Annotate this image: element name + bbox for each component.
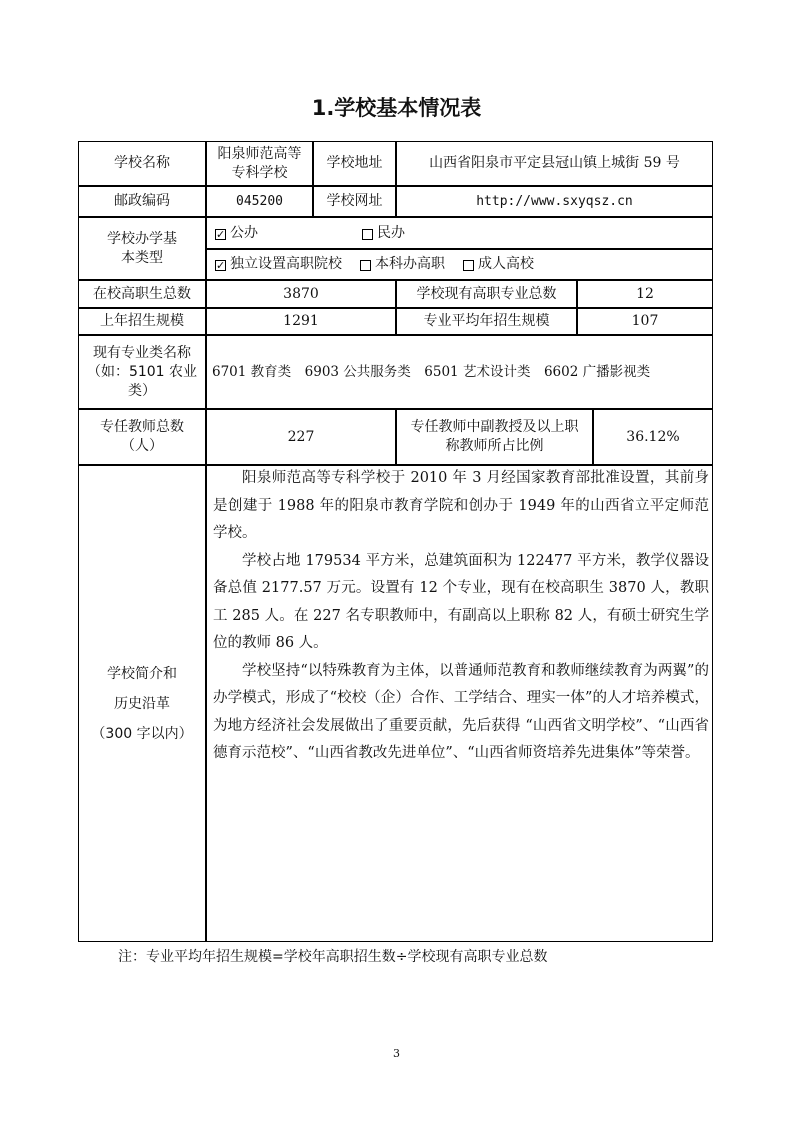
- school-name-value: 阳泉师范高等专科学校: [206, 141, 313, 186]
- ratio-label: 专任教师中副教授及以上职称教师所占比例: [396, 409, 593, 465]
- checkbox-checked-icon[interactable]: [215, 229, 226, 240]
- postcode-label: 邮政编码: [78, 186, 206, 217]
- checkbox-empty-icon[interactable]: [360, 260, 371, 271]
- adult-option-label: 成人高校: [478, 256, 534, 272]
- history-label-line-3: （300 字以内）: [91, 725, 193, 742]
- footnote: 注：专业平均年招生规模=学校年高职招生数÷学校现有高职专业总数: [118, 949, 548, 965]
- checkbox-empty-icon[interactable]: [463, 260, 474, 271]
- private-option[interactable]: [362, 224, 405, 243]
- history-label: [78, 465, 206, 942]
- undergrad-option-label: 本科办高职: [375, 256, 445, 272]
- page-title: 1.学校基本情况表: [311, 96, 482, 120]
- teachers-label: 专任教师总数（人）: [78, 409, 206, 465]
- postcode-value: 045200: [206, 186, 313, 217]
- history-paragraph: 学校占地 179534 平方米，总建筑面积为 122477 平方米，教学仪器设备总值 2177.57 万元。设置有 12 个专业，现有在校高职生 3870 人，教职工 285 人。在 227 名专职教师中，有副高以上职称 82 人，有硕士研究生学位的教师 86 人。: [213, 552, 709, 651]
- page-number: 3: [393, 1047, 400, 1060]
- checkbox-empty-icon[interactable]: [362, 229, 373, 240]
- independent-option-label: 独立设置高职院校: [230, 256, 342, 272]
- enroll-label: 上年招生规模: [78, 308, 206, 335]
- majors-label: 学校现有高职专业总数: [396, 280, 577, 308]
- history-label-line-2: 历史沿革: [114, 695, 170, 712]
- avg-enroll-label: 专业平均年招生规模: [396, 308, 577, 335]
- teachers-value: 227: [206, 409, 396, 465]
- public-option-label: 公办: [230, 224, 258, 241]
- undergrad-option[interactable]: [360, 255, 445, 274]
- avg-enroll-value: 107: [577, 308, 713, 335]
- majors-value: 12: [577, 280, 713, 308]
- school-type-label: 学校办学基本类型: [78, 217, 206, 280]
- history-label-line-1: 学校简介和: [107, 665, 177, 682]
- public-option[interactable]: [215, 224, 258, 243]
- independent-option[interactable]: [215, 255, 342, 274]
- enroll-value: 1291: [206, 308, 396, 335]
- students-value: 3870: [206, 280, 396, 308]
- categories-label: 现有专业类名称（如：5101 农业类）: [78, 335, 206, 409]
- website-label: 学校网址: [313, 186, 396, 217]
- school-name-label: 学校名称: [78, 141, 206, 186]
- history-paragraph: 阳泉师范高等专科学校于 2010 年 3 月经国家教育部批准设置，其前身是创建于 1988 年的阳泉市教育学院和创办于 1949 年的山西省立平定师范学校。: [213, 470, 709, 541]
- students-label: 在校高职生总数: [78, 280, 206, 308]
- history-paragraph: 学校坚持“以特殊教育为主体，以普通师范教育和教师继续教育为两翼”的办学模式，形成了“校校（企）合作、工学结合、理实一体”的人才培养模式，为地方经济社会发展做出了重要贡献，先后获得 “山西省文明学校”、“山西省德育示范校”、“山西省教改先进单位”、“山西省师资培养先进集体”等荣誉。: [213, 662, 709, 761]
- adult-option[interactable]: [463, 255, 534, 274]
- history-text: [207, 465, 713, 768]
- website-value: http://www.sxyqsz.cn: [396, 186, 713, 217]
- checkbox-checked-icon[interactable]: [215, 260, 226, 271]
- ratio-value: 36.12%: [593, 409, 713, 465]
- private-option-label: 民办: [377, 224, 405, 241]
- school-address-label: 学校地址: [313, 141, 396, 186]
- institution-options: [206, 249, 713, 280]
- ownership-options: [206, 217, 713, 249]
- categories-value: 6701 教育类 6903 公共服务类 6501 艺术设计类 6602 广播影视类: [206, 335, 713, 409]
- school-address-value: 山西省阳泉市平定县冠山镇上城街 59 号: [396, 141, 713, 186]
